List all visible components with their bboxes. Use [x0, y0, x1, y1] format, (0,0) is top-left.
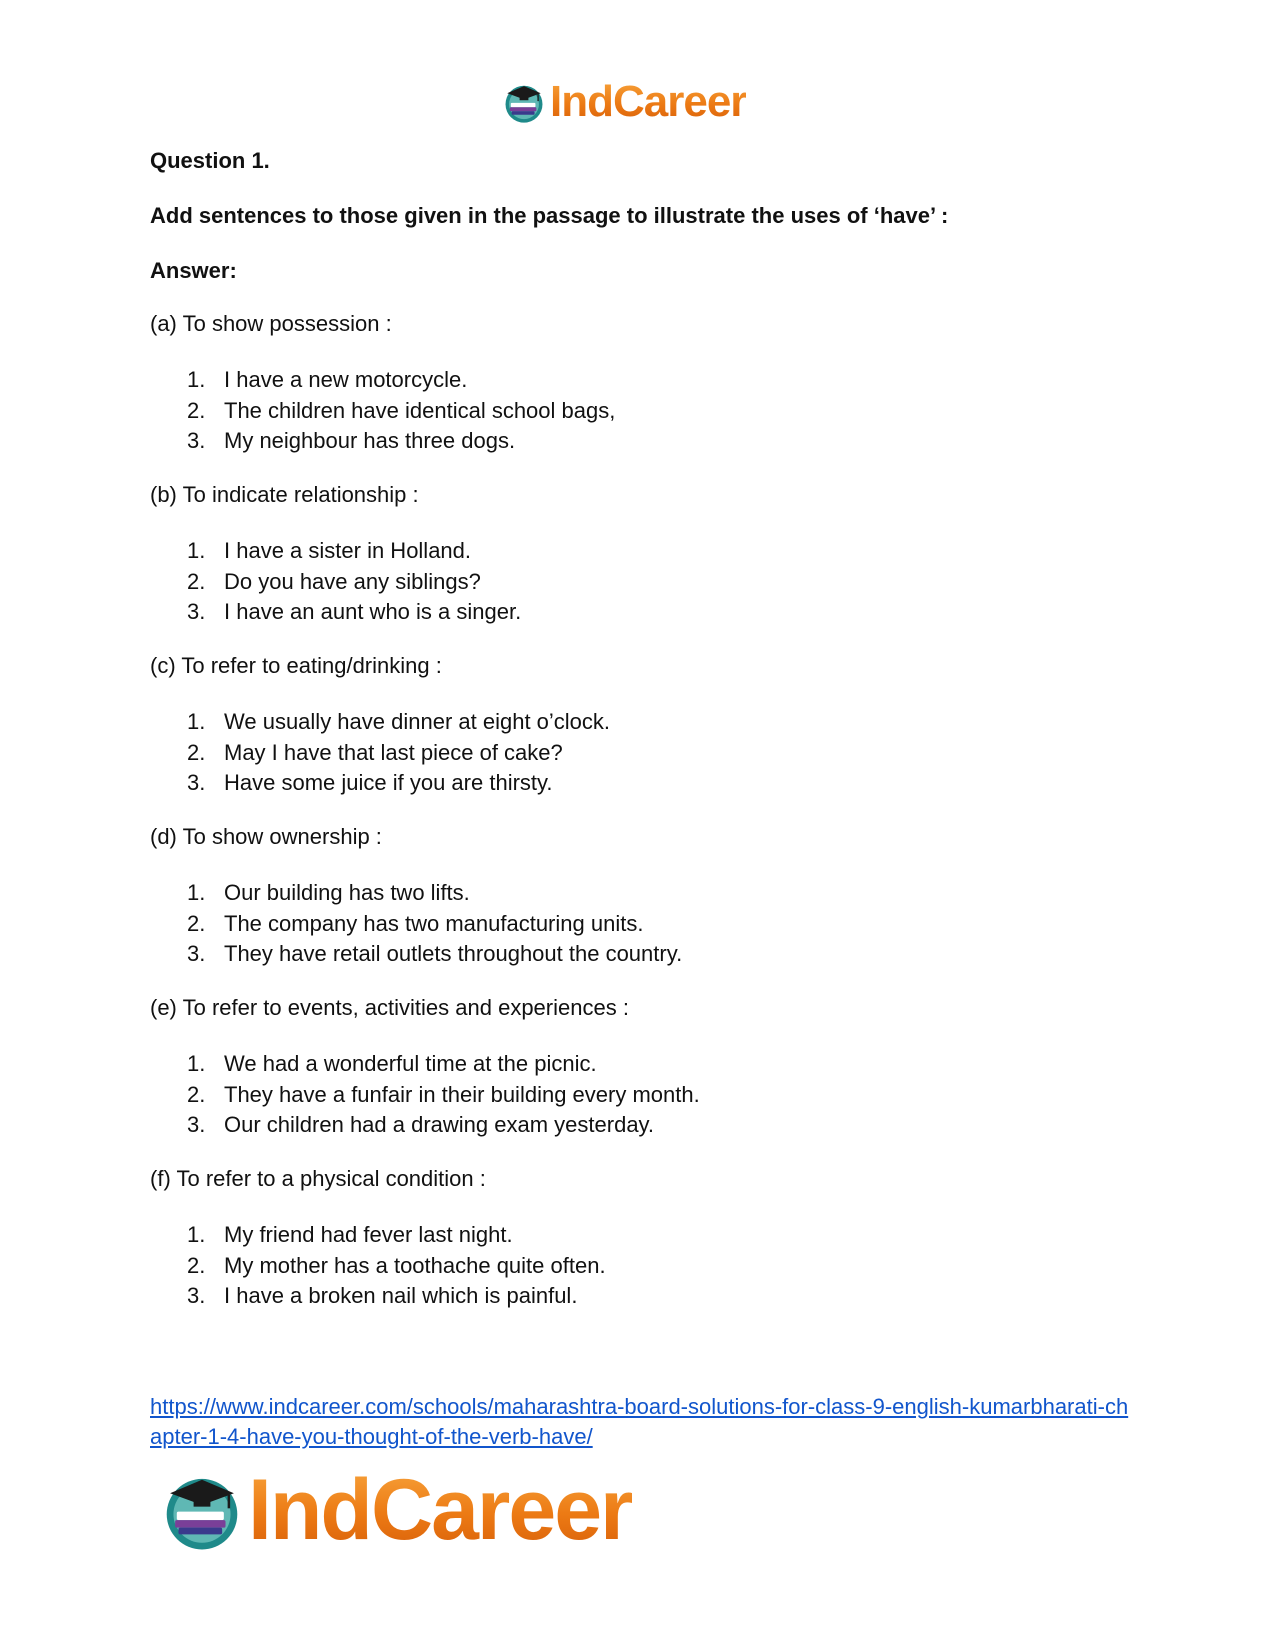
list-item-text: I have a new motorcycle.: [224, 367, 468, 392]
list-item: [150, 1220, 606, 1251]
list-number: 2.: [187, 910, 206, 936]
logo-wordmark: IndCareer: [248, 1462, 632, 1558]
list-item: [150, 426, 615, 457]
list-item-text: I have an aunt who is a singer.: [224, 599, 522, 624]
list-item-text: Do you have any siblings?: [224, 568, 481, 594]
list-number: 3.: [187, 1112, 206, 1137]
question-title: Question 1.: [150, 148, 270, 173]
section-physical-condition: [150, 1165, 1140, 1308]
section-possession: [150, 310, 1140, 453]
list-item-text: They have a funfair in their building every month.: [224, 1081, 700, 1107]
list-number: 3.: [187, 770, 206, 795]
list-item: [150, 567, 521, 598]
example-list: [150, 1049, 700, 1141]
list-item: [150, 1251, 606, 1282]
list-number: 3.: [187, 1283, 206, 1308]
source-url-link[interactable]: https://www.indcareer.com/schools/maharashtra-board-solutions-for-class-9-english-kumarbharati-chapter-1-4-have-you-thought-of-the-verb-have/: [150, 1394, 1129, 1449]
section-events: [150, 994, 1140, 1137]
list-item: [150, 1110, 700, 1141]
list-item: [150, 878, 682, 909]
list-number: 1.: [187, 538, 206, 563]
list-item-text: I have a sister in Holland.: [224, 538, 472, 563]
list-item-text: They have retail outlets throughout the country.: [224, 941, 683, 966]
list-item-text: I have a broken nail which is painful.: [224, 1283, 578, 1308]
graduation-cap-book-globe-icon: [160, 1468, 244, 1552]
list-number: 1.: [187, 709, 206, 734]
list-item: [150, 1080, 700, 1111]
indcareer-logo-bottom: [160, 1462, 632, 1558]
example-list: [150, 1220, 606, 1312]
list-item-text: We had a wonderful time at the picnic.: [224, 1051, 597, 1076]
list-number: 1.: [187, 1051, 206, 1076]
example-list: [150, 878, 682, 970]
list-item: [150, 396, 615, 427]
graduation-cap-book-globe-icon: [502, 80, 546, 124]
list-item: [150, 1049, 700, 1080]
list-item: [150, 909, 682, 940]
list-number: 2.: [187, 568, 206, 594]
list-number: 1.: [187, 880, 206, 905]
list-number: 1.: [187, 367, 206, 392]
indcareer-logo-top: [502, 78, 746, 126]
section-heading: (d) To show ownership :: [150, 824, 382, 849]
list-item-text: My neighbour has three dogs.: [224, 428, 516, 453]
logo-wordmark: IndCareer: [550, 77, 747, 126]
list-item: [150, 939, 682, 970]
section-heading: (c) To refer to eating/drinking :: [150, 653, 442, 678]
list-item-text: Our building has two lifts.: [224, 880, 470, 905]
list-item: [150, 597, 521, 628]
section-heading: (b) To indicate relationship :: [150, 482, 419, 507]
list-number: 1.: [187, 1222, 206, 1247]
list-number: 2.: [187, 1252, 206, 1278]
list-item: [150, 1281, 606, 1312]
list-number: 3.: [187, 941, 206, 966]
section-eating-drinking: [150, 652, 1140, 795]
section-heading: (f) To refer to a physical condition :: [150, 1166, 486, 1191]
list-item: [150, 707, 610, 738]
list-item-text: May I have that last piece of cake?: [224, 739, 563, 765]
list-number: 2.: [187, 739, 206, 765]
list-item: [150, 365, 615, 396]
example-list: [150, 365, 615, 457]
example-list: [150, 707, 610, 799]
list-item-text: My friend had fever last night.: [224, 1222, 513, 1247]
example-list: [150, 536, 521, 628]
answer-label: Answer:: [150, 258, 237, 283]
list-item-text: We usually have dinner at eight o’clock.: [224, 709, 611, 734]
list-item-text: The company has two manufacturing units.: [224, 910, 644, 936]
list-number: 2.: [187, 397, 206, 423]
list-number: 2.: [187, 1081, 206, 1107]
list-item-text: Our children had a drawing exam yesterday.: [224, 1112, 655, 1137]
section-heading: (e) To refer to events, activities and experiences :: [150, 995, 629, 1020]
section-heading: (a) To show possession :: [150, 311, 392, 336]
section-relationship: [150, 481, 1140, 624]
list-item-text: The children have identical school bags,: [224, 397, 616, 423]
list-item-text: Have some juice if you are thirsty.: [224, 770, 553, 795]
question-prompt: Add sentences to those given in the passage to illustrate the uses of ‘have’ :: [150, 203, 949, 228]
list-item: [150, 768, 610, 799]
list-number: 3.: [187, 428, 206, 453]
section-ownership: [150, 823, 1140, 966]
list-item: [150, 536, 521, 567]
list-item: [150, 738, 610, 769]
list-item-text: My mother has a toothache quite often.: [224, 1252, 606, 1278]
list-number: 3.: [187, 599, 206, 624]
